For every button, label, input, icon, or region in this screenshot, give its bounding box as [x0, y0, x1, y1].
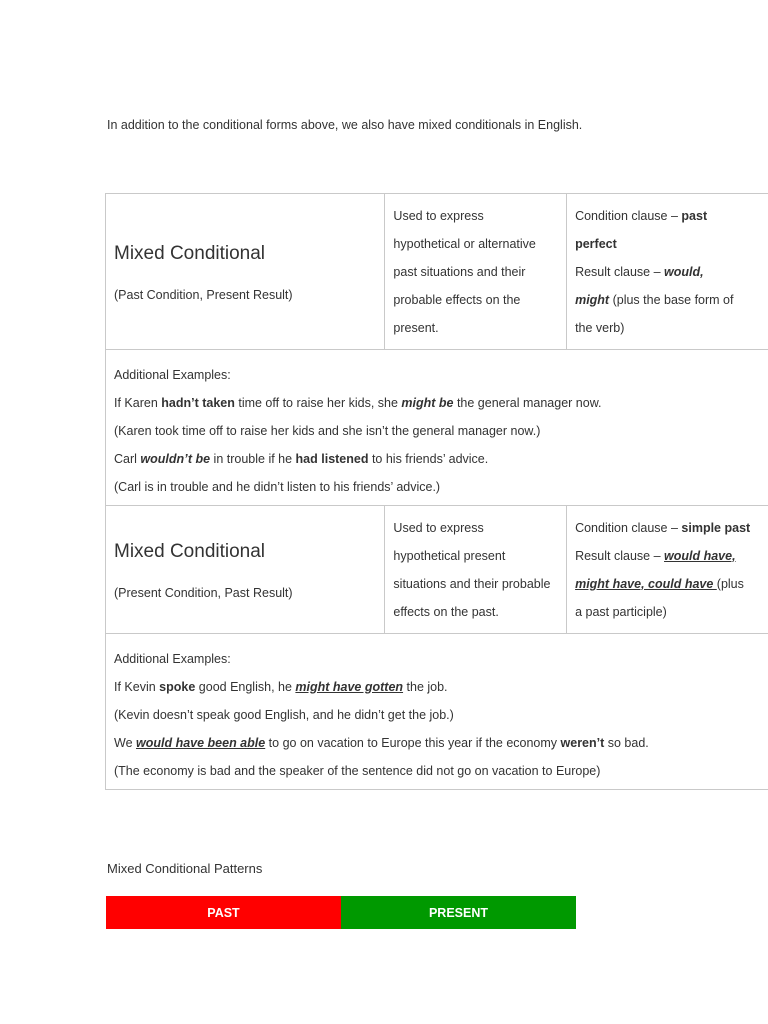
bold-text: perfect	[575, 236, 617, 251]
mixed1-use-line: present.	[393, 320, 439, 335]
bold-italic-text: might be	[401, 395, 454, 410]
mixed1-use-line: hypothetical or alternative	[393, 236, 536, 251]
bold-text: simple past	[681, 520, 751, 535]
mixed2-result-line2	[575, 570, 768, 598]
text: time off to raise her kids, she	[234, 395, 402, 410]
bold-text: spoke	[159, 679, 196, 694]
mixed1-condition-line	[575, 202, 768, 230]
text: Condition clause –	[575, 520, 682, 535]
text: the job.	[403, 679, 448, 694]
intro-text: In addition to the conditional forms above, we also have mixed conditionals in English.	[107, 118, 583, 132]
text: the general manager now.	[453, 395, 602, 410]
mixed1-use-cell	[385, 194, 567, 350]
bold-text: hadn’t taken	[161, 395, 235, 410]
mixed1-title: Mixed Conditional	[114, 242, 266, 264]
patterns-title: Mixed Conditional Patterns	[107, 861, 263, 876]
mixed2-use-cell	[385, 506, 567, 634]
mixed1-examples-row	[106, 350, 768, 506]
mixed2-examples-row	[106, 634, 768, 790]
example-sentence	[114, 673, 768, 701]
text: in trouble if he	[210, 451, 296, 466]
bold-italic-text: might	[575, 292, 610, 307]
mixed1-condition-line2	[575, 230, 768, 258]
example-sentence	[114, 729, 768, 757]
mixed1-form-cell	[567, 194, 768, 350]
examples-label: Additional Examples:	[114, 651, 231, 666]
text: Condition clause –	[575, 208, 682, 223]
mixed1-examples-cell	[106, 350, 768, 506]
mixed2-title: Mixed Conditional	[114, 540, 266, 562]
bold-text: past	[681, 208, 708, 223]
bold-text: had listened	[295, 451, 369, 466]
text: (plus the base form of	[609, 292, 734, 307]
examples-label: Additional Examples:	[114, 367, 231, 382]
mixed2-use-line: Used to express	[393, 520, 484, 535]
mixed1-use-line: Used to express	[393, 208, 484, 223]
mixed2-use-line: situations and their probable	[393, 576, 551, 591]
mixed2-heading-cell	[106, 506, 385, 634]
mixed1-subtitle: (Past Condition, Present Result)	[114, 287, 293, 302]
text: (plus	[716, 576, 744, 591]
text: good English, he	[195, 679, 296, 694]
example-sentence	[114, 389, 768, 417]
mixed1-heading-cell	[106, 194, 385, 350]
mixed2-result-line	[575, 542, 768, 570]
bold-italic-underlined-text: would have,	[664, 548, 736, 563]
mixed1-result-line2	[575, 286, 768, 314]
mixed1-result-line3: the verb)	[575, 320, 625, 335]
mixed-conditional-table	[105, 193, 768, 790]
text: Carl	[114, 451, 141, 466]
example-explanation: (The economy is bad and the speaker of the sentence did not go on vacation to Europe)	[114, 763, 601, 778]
mixed1-use-line: past situations and their	[393, 264, 526, 279]
mixed2-condition-line	[575, 514, 768, 542]
text: If Kevin	[114, 679, 160, 694]
bold-italic-text: would,	[664, 264, 704, 279]
bold-italic-underlined-text: would have been able	[136, 735, 266, 750]
text: to his friends’ advice.	[368, 451, 489, 466]
text: If Karen	[114, 395, 162, 410]
mixed2-row	[106, 506, 768, 634]
mixed2-use-line: hypothetical present	[393, 548, 506, 563]
mixed2-examples-cell	[106, 634, 768, 790]
text: We	[114, 735, 136, 750]
example-explanation: (Karen took time off to raise her kids and she isn’t the general manager now.)	[114, 423, 541, 438]
example-explanation: (Kevin doesn’t speak good English, and he didn’t get the job.)	[114, 707, 454, 722]
mixed2-result-line3: a past participle)	[575, 604, 667, 619]
bold-italic-underlined-text: might have, could have	[575, 576, 717, 591]
text: so bad.	[604, 735, 649, 750]
past-header-cell: PAST	[106, 896, 341, 929]
present-header-cell: PRESENT	[341, 896, 576, 929]
example-explanation: (Carl is in trouble and he didn’t listen to his friends’ advice.)	[114, 479, 441, 494]
bold-italic-underlined-text: might have gotten	[295, 679, 404, 694]
mixed2-subtitle: (Present Condition, Past Result)	[114, 585, 293, 600]
mixed1-row	[106, 194, 768, 350]
text: Result clause –	[575, 548, 665, 563]
mixed2-use-line: effects on the past.	[393, 604, 499, 619]
mixed1-use-line: probable effects on the	[393, 292, 521, 307]
text: Result clause –	[575, 264, 665, 279]
mixed2-form-cell	[567, 506, 768, 634]
bold-text: weren’t	[560, 735, 605, 750]
example-sentence	[114, 445, 768, 473]
text: to go on vacation to Europe this year if the economy	[265, 735, 561, 750]
mixed1-result-line	[575, 258, 768, 286]
bold-italic-text: wouldn’t be	[140, 451, 211, 466]
